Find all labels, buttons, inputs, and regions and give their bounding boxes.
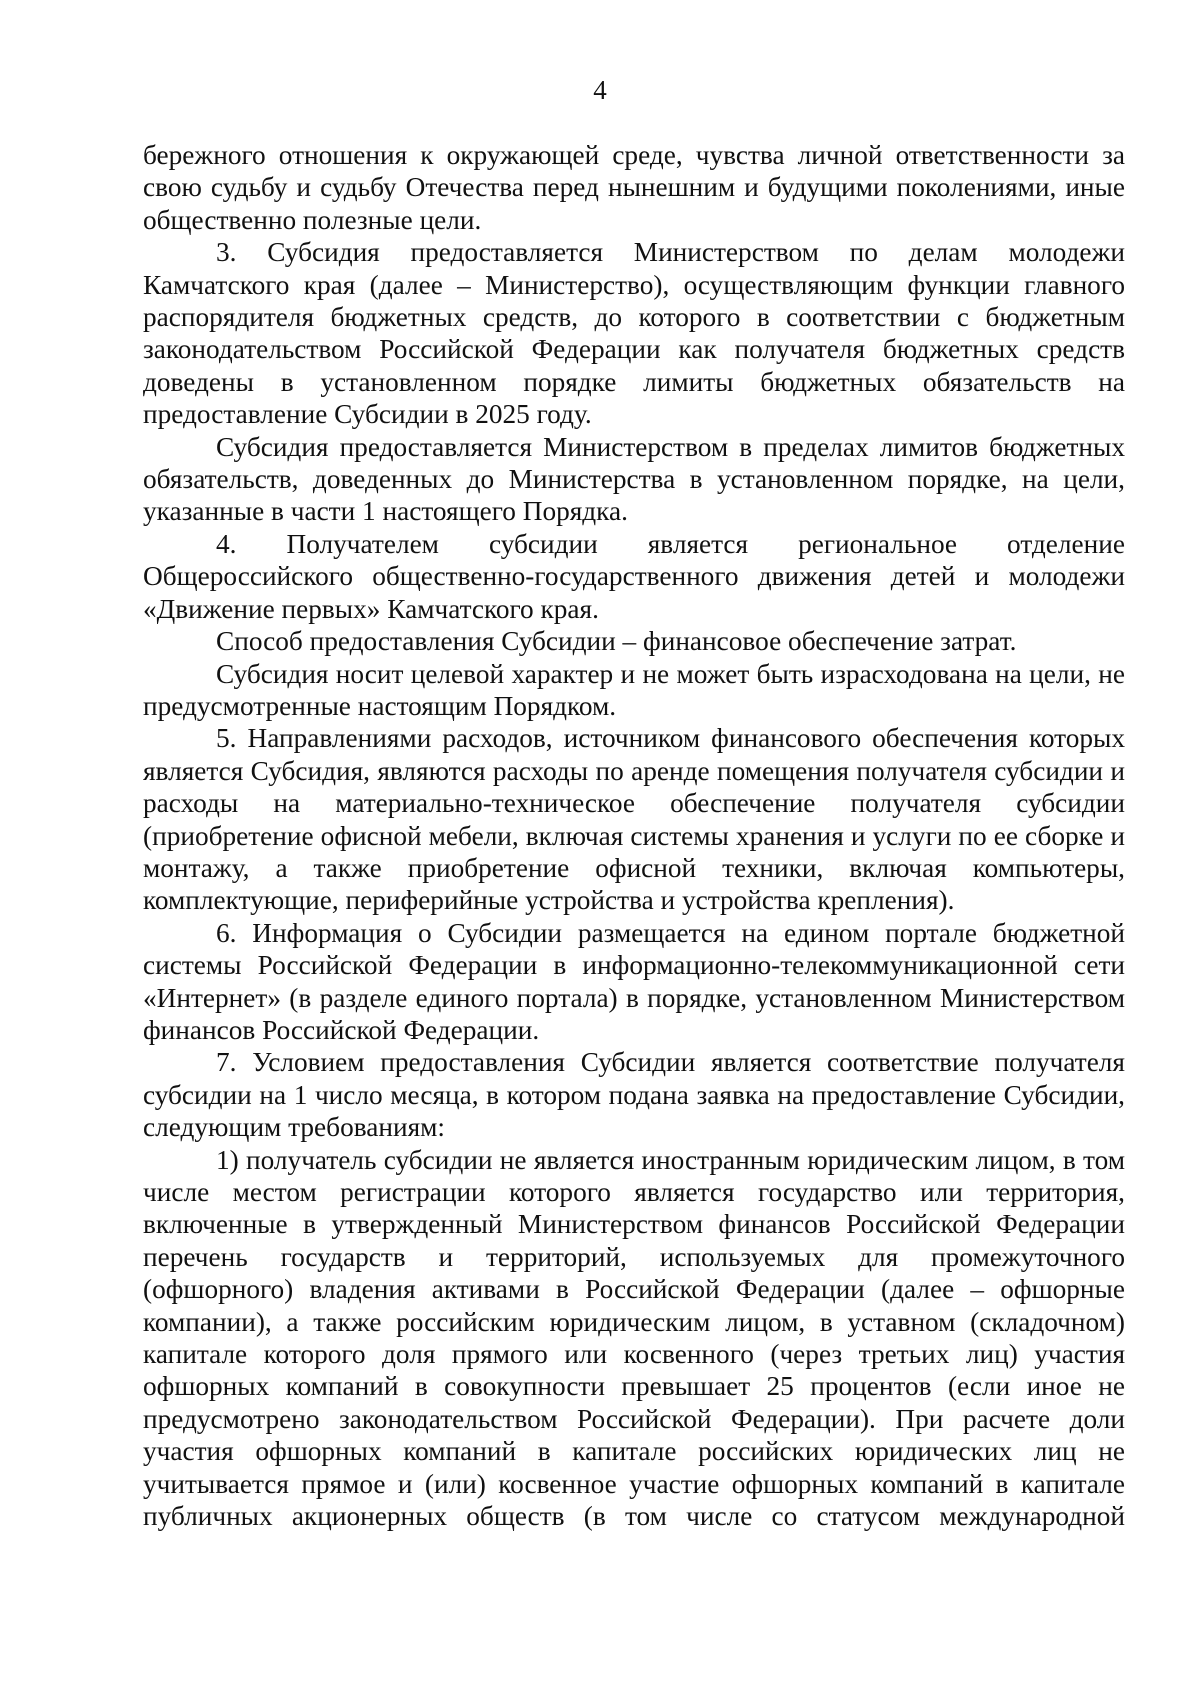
document-body bbox=[143, 139, 1125, 1532]
page-number: 4 bbox=[593, 75, 607, 105]
paragraph-clause-7: 7. Условием предоставления Субсидии является соответствие получателя субсидии на 1 число месяца, в котором подана заявка на предоставление Субсидии, следующим требованиям: bbox=[143, 1047, 1125, 1143]
paragraph-clause-5: 5. Направлениями расходов, источником финансового обеспечения которых является Субсидия, являются расходы по аренде помещения получателя субсидии и расходы на материально-техническое обеспечение получателя субсидии (приобретение офисной мебели, включая системы хранения и услуги по ее сборке и монтажу, а также приобретение офисной техники, включая компьютеры, комплектующие, периферийные устройства и устройства крепления). bbox=[143, 723, 1125, 916]
paragraph-clause-6: 6. Информация о Субсидии размещается на едином портале бюджетной системы Российской Федерации в информационно-телекоммуникационной сети «Интернет» (в разделе единого портала) в порядке, установленном Министерством финансов Российской Федерации. bbox=[143, 917, 1125, 1045]
paragraph-subsidy-purpose: Субсидия носит целевой характер и не может быть израсходована на цели, не предусмотренные настоящим Порядком. bbox=[143, 658, 1125, 721]
paragraph-subsidy-method: Способ предоставления Субсидии – финансовое обеспечение затрат. bbox=[216, 626, 1017, 657]
paragraph-continuation: бережного отношения к окружающей среде, чувства личной ответственности за свою судьбу и судьбу Отечества перед нынешним и будущими поколениями, иные общественно полезные цели. bbox=[143, 140, 1125, 235]
paragraph-clause-4: 4. Получателем субсидии является региональное отделение Общероссийского общественно-государственного движения детей и молодежи «Движение первых» Камчатского края. bbox=[143, 528, 1125, 624]
paragraph-clause-3: 3. Субсидия предоставляется Министерством по делам молодежи Камчатского края (далее – Министерство), осуществляющим функции главного распорядителя бюджетных средств, до которого в соответствии с бюджетным законодательством Российской Федерации как получателя бюджетных средств доведены в установленном порядке лимиты бюджетных обязательств на предоставление Субсидии в 2025 году. bbox=[143, 237, 1125, 430]
paragraph-requirement-1: 1) получатель субсидии не является иностранным юридическим лицом, в том числе местом регистрации которого является государство или территория, включенные в утвержденный Министерством финансов Российской Федерации перечень государств и территорий, используемых для промежуточного (офшорного) владения активами в Российской Федерации (далее – офшорные компании), а также российским юридическим лицом, в уставном (складочном) капитале которого доля прямого или косвенного (через третьих лиц) участия офшорных компаний в совокупности превышает 25 процентов (если иное не предусмотрено законодательством Российской Федерации). При расчете доли участия офшорных компаний в капитале российских юридических лиц не учитывается прямое и (или) косвенное участие офшорных компаний в капитале публичных акционерных обществ (в том числе со статусом международной bbox=[143, 1144, 1125, 1532]
paragraph-subsidy-limits: Субсидия предоставляется Министерством в пределах лимитов бюджетных обязательств, доведенных до Министерства в установленном порядке, на цели, указанные в части 1 настоящего Порядка. bbox=[143, 431, 1125, 527]
